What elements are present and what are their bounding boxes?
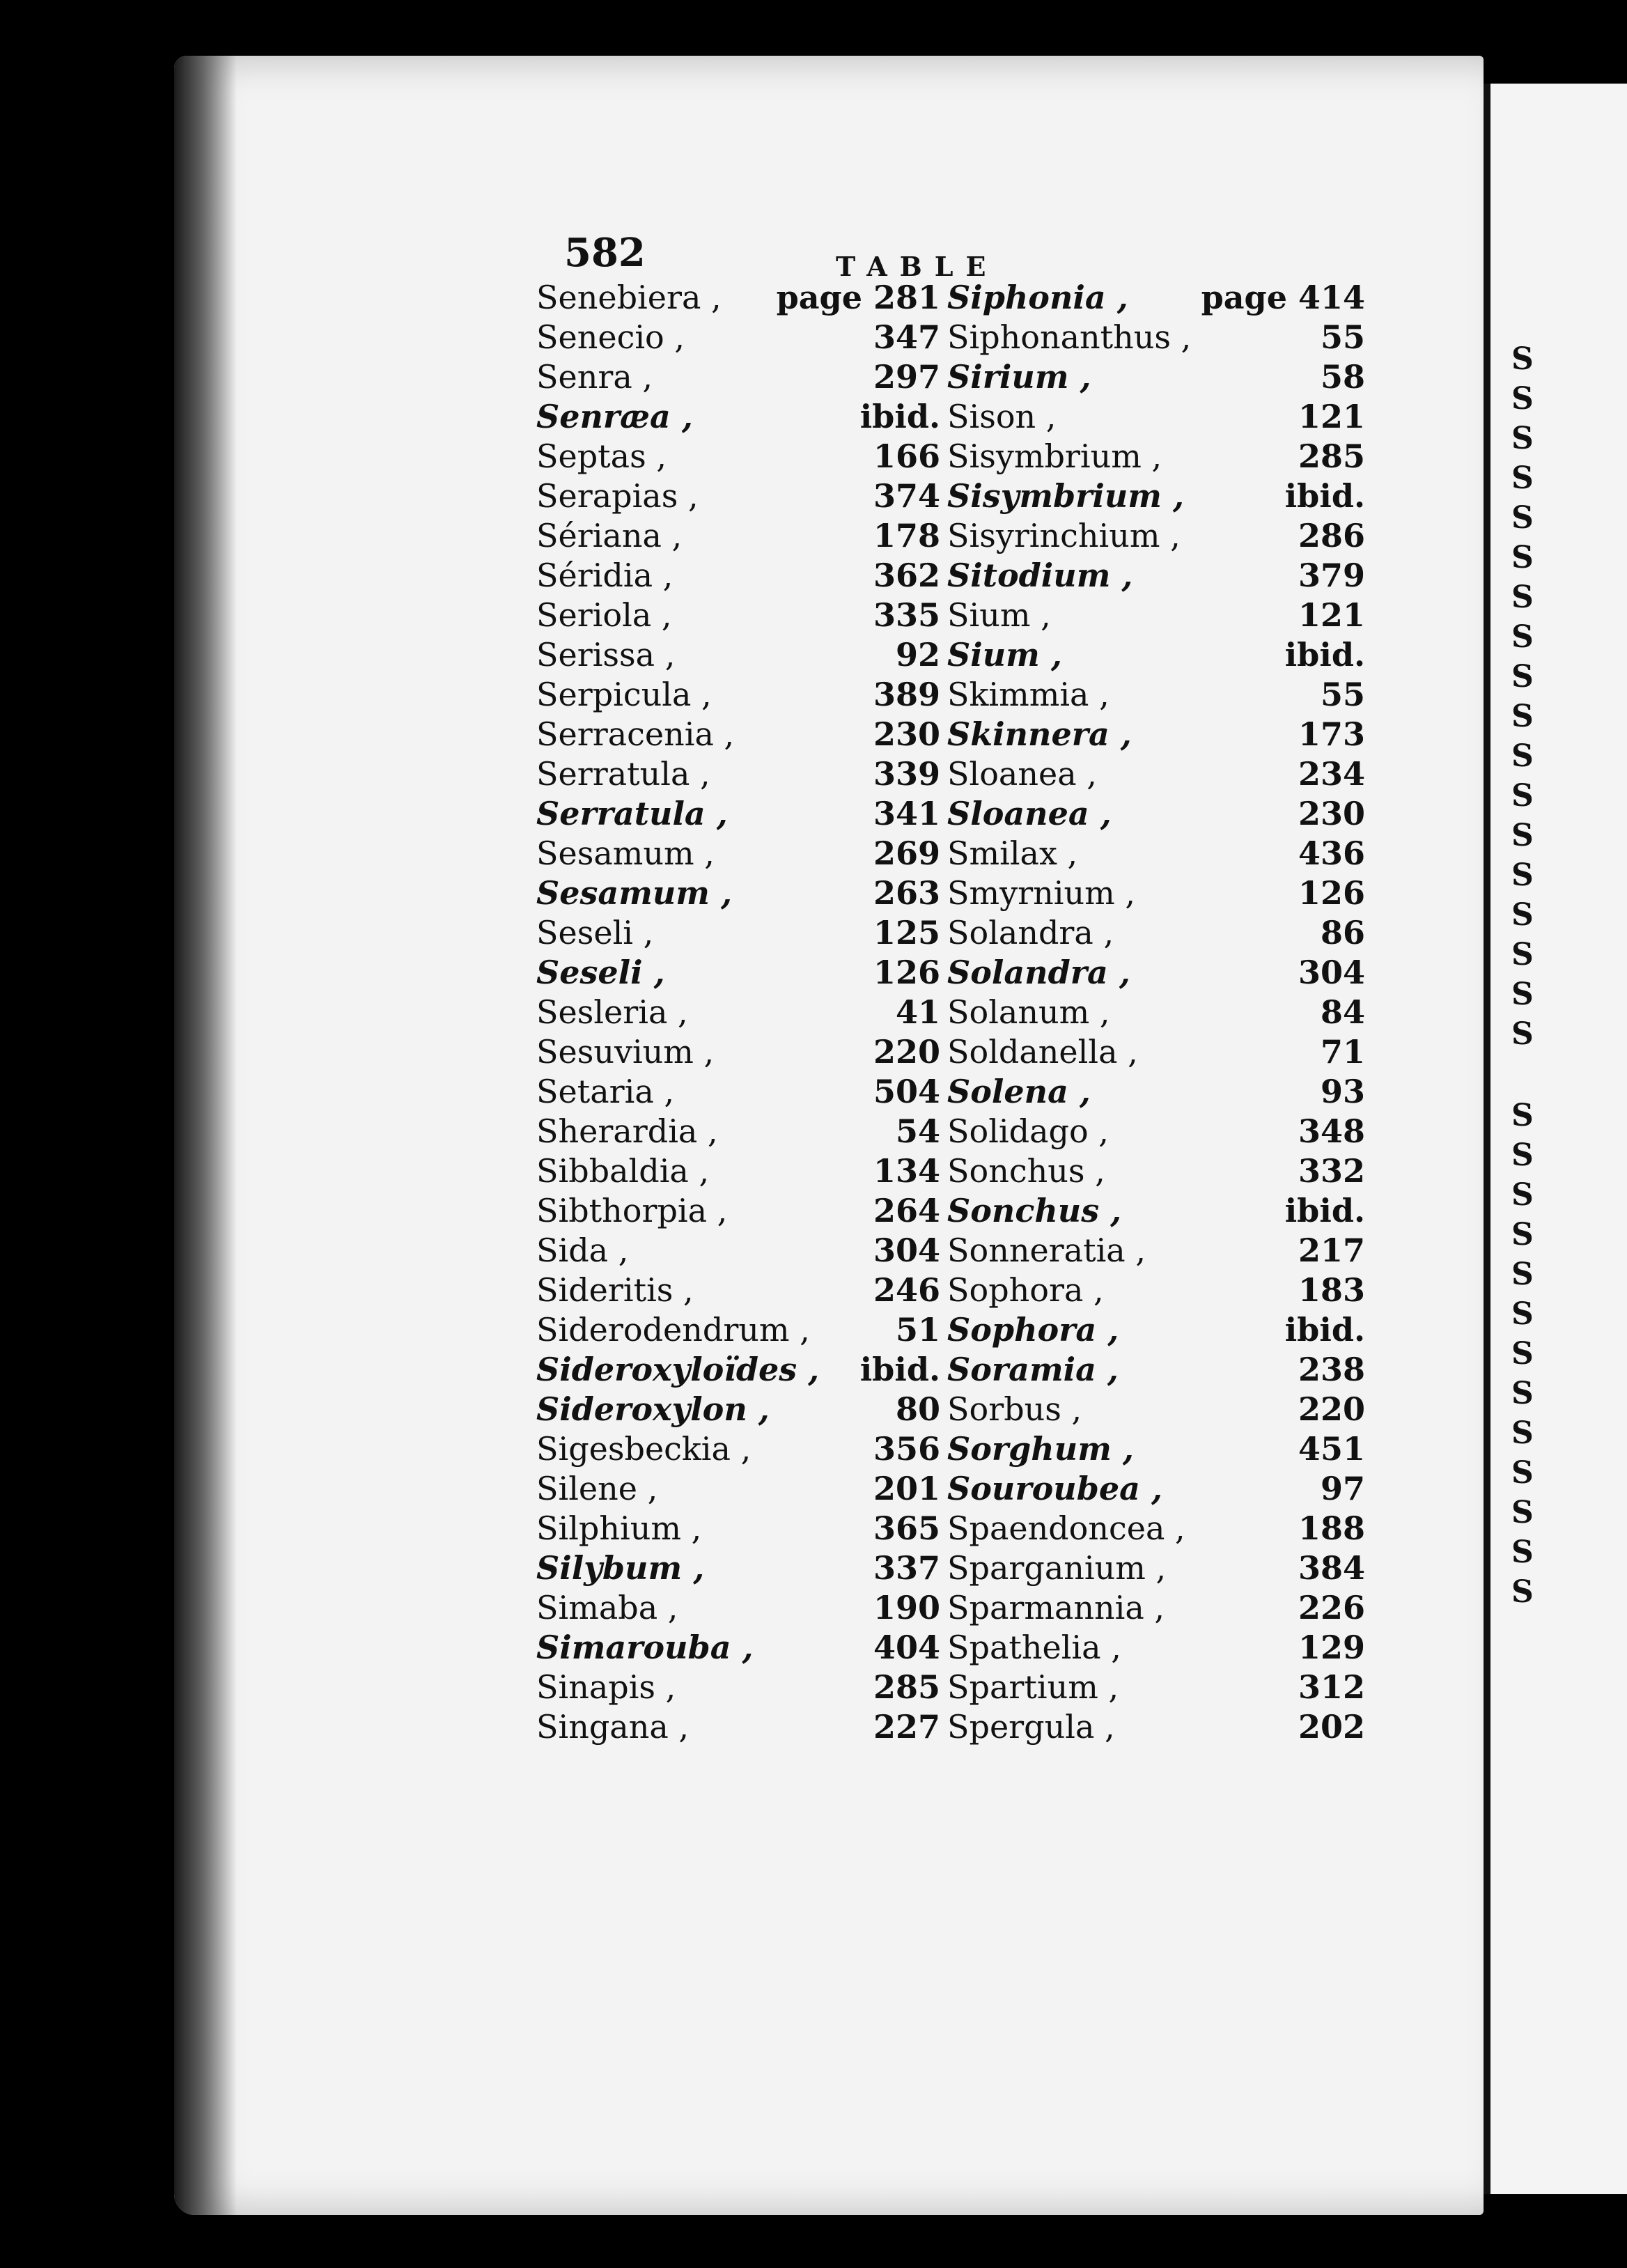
entry-term: Seseli , xyxy=(536,954,665,991)
entry-term: Sorbus , xyxy=(947,1390,1082,1428)
page-edge-shadow xyxy=(174,56,237,2215)
entry-term: Serpicula , xyxy=(536,676,712,713)
index-entry xyxy=(536,517,940,557)
entry-term: Sideritis , xyxy=(536,1271,694,1309)
index-entry xyxy=(947,1470,1365,1509)
index-entry xyxy=(947,795,1365,834)
entry-term: Sison , xyxy=(947,398,1057,435)
index-entry xyxy=(536,795,940,834)
index-entry xyxy=(947,993,1365,1033)
entry-page-ref: 97 xyxy=(1320,1470,1365,1507)
index-entry xyxy=(947,318,1365,358)
entry-page-ref: 173 xyxy=(1298,715,1365,753)
entry-page-ref: 356 xyxy=(873,1430,940,1468)
index-entry xyxy=(536,1112,940,1152)
entry-term: Serapias , xyxy=(536,477,699,515)
entry-page-ref: ibid. xyxy=(859,1351,940,1388)
entry-page-ref: 129 xyxy=(1298,1629,1365,1666)
entry-term: Siphonia , xyxy=(947,279,1128,316)
entry-term: Setaria , xyxy=(536,1073,675,1110)
entry-page-ref: 341 xyxy=(873,795,940,832)
entry-term: Silene , xyxy=(536,1470,658,1507)
entry-term: Solanum , xyxy=(947,993,1110,1031)
entry-term: Sium , xyxy=(947,596,1051,634)
entry-page-ref: page 281 xyxy=(776,279,940,316)
page-number: 582 xyxy=(564,230,646,276)
entry-page-ref: 389 xyxy=(873,676,940,713)
entry-term: Sophora , xyxy=(947,1271,1104,1309)
entry-term: Siphonanthus , xyxy=(947,318,1192,356)
entry-page-ref: 404 xyxy=(873,1629,940,1666)
entry-term: Séridia , xyxy=(536,557,674,594)
index-entry xyxy=(536,477,940,517)
facing-page-letter: S xyxy=(1511,1217,1534,1252)
entry-page-ref: 92 xyxy=(895,636,940,674)
index-entry xyxy=(947,914,1365,954)
facing-page-letter: S xyxy=(1511,1495,1534,1530)
entry-page-ref: 71 xyxy=(1320,1033,1365,1071)
index-entry xyxy=(536,358,940,398)
index-entry xyxy=(536,437,940,477)
facing-page-letter: S xyxy=(1511,857,1534,893)
index-entry xyxy=(947,755,1365,795)
facing-page-letter: S xyxy=(1511,1574,1534,1610)
entry-page-ref: 227 xyxy=(873,1708,940,1746)
index-entry xyxy=(947,557,1365,596)
entry-page-ref: 183 xyxy=(1298,1271,1365,1309)
entry-page-ref: 230 xyxy=(1298,795,1365,832)
entry-term: Serratula , xyxy=(536,795,728,832)
index-entry xyxy=(536,1629,940,1668)
entry-term: Sigesbeckia , xyxy=(536,1430,752,1468)
index-entry xyxy=(947,874,1365,914)
entry-term: Sibbaldia , xyxy=(536,1152,710,1190)
facing-page-letter: S xyxy=(1511,341,1534,377)
entry-page-ref: 384 xyxy=(1298,1549,1365,1587)
entry-term: Silybum , xyxy=(536,1549,705,1587)
entry-term: Sonneratia , xyxy=(947,1232,1146,1269)
facing-page-letter: S xyxy=(1511,1257,1534,1292)
entry-term: Solena , xyxy=(947,1073,1091,1110)
facing-page-edge xyxy=(1484,84,1627,2194)
facing-page-letter: S xyxy=(1511,977,1534,1012)
entry-page-ref: 126 xyxy=(873,954,940,991)
entry-term: Serratula , xyxy=(536,755,710,793)
facing-page-letter: S xyxy=(1511,580,1534,615)
index-entry xyxy=(947,1112,1365,1152)
entry-page-ref: 504 xyxy=(873,1073,940,1110)
entry-term: Silphium , xyxy=(536,1509,702,1547)
index-entry xyxy=(536,834,940,874)
facing-page-letter: S xyxy=(1511,738,1534,774)
entry-page-ref: 188 xyxy=(1298,1509,1365,1547)
index-entry xyxy=(536,1549,940,1589)
index-entry xyxy=(947,1073,1365,1112)
entry-page-ref: 264 xyxy=(873,1192,940,1229)
facing-page-letter: S xyxy=(1511,778,1534,814)
entry-term: Sparganium , xyxy=(947,1549,1167,1587)
entry-page-ref: 246 xyxy=(873,1271,940,1309)
facing-page-letter: S xyxy=(1511,381,1534,417)
entry-term: Solandra , xyxy=(947,954,1130,991)
index-entry xyxy=(947,636,1365,676)
index-entry xyxy=(947,398,1365,437)
entry-page-ref: 134 xyxy=(873,1152,940,1190)
facing-page-letter: S xyxy=(1511,460,1534,496)
entry-term: Sisymbrium , xyxy=(947,437,1162,475)
entry-page-ref: ibid. xyxy=(1284,477,1365,515)
facing-page-letter: S xyxy=(1511,1177,1534,1213)
entry-page-ref: 93 xyxy=(1320,1073,1365,1110)
entry-term: Senræa , xyxy=(536,398,693,435)
entry-page-ref: 51 xyxy=(895,1311,940,1349)
entry-term: Sium , xyxy=(947,636,1062,674)
entry-term: Sibthorpia , xyxy=(536,1192,728,1229)
entry-term: Sparmannia , xyxy=(947,1589,1165,1626)
index-entry xyxy=(947,1708,1365,1748)
entry-term: Septas , xyxy=(536,437,667,475)
facing-page-letter: S xyxy=(1511,421,1534,456)
index-entry xyxy=(947,1311,1365,1351)
entry-term: Skimmia , xyxy=(947,676,1110,713)
index-entry xyxy=(536,1033,940,1073)
index-entry xyxy=(947,1668,1365,1708)
entry-term: Sériana , xyxy=(536,517,683,554)
page-header xyxy=(564,230,1358,286)
index-entry xyxy=(536,715,940,755)
entry-page-ref: 55 xyxy=(1320,318,1365,356)
entry-page-ref: page 414 xyxy=(1201,279,1365,316)
facing-page-letter: S xyxy=(1511,1455,1534,1491)
entry-page-ref: 121 xyxy=(1298,398,1365,435)
entry-page-ref: 126 xyxy=(1298,874,1365,912)
entry-term: Skinnera , xyxy=(947,715,1132,753)
facing-page-letter: S xyxy=(1511,500,1534,536)
entry-term: Simaba , xyxy=(536,1589,678,1626)
entry-term: Serissa , xyxy=(536,636,676,674)
entry-term: Spartium , xyxy=(947,1668,1119,1706)
index-entry xyxy=(947,1430,1365,1470)
entry-term: Sesleria , xyxy=(536,993,688,1031)
entry-page-ref: 339 xyxy=(873,755,940,793)
index-entry xyxy=(947,676,1365,715)
entry-term: Sophora , xyxy=(947,1311,1119,1349)
entry-page-ref: 54 xyxy=(895,1112,940,1150)
entry-page-ref: 121 xyxy=(1298,596,1365,634)
index-entry xyxy=(536,1430,940,1470)
facing-page-letter: S xyxy=(1511,1296,1534,1332)
index-column-left xyxy=(536,279,940,1748)
entry-page-ref: 285 xyxy=(1298,437,1365,475)
entry-term: Seseli , xyxy=(536,914,654,952)
entry-page-ref: 335 xyxy=(873,596,940,634)
index-entry xyxy=(947,954,1365,993)
entry-term: Souroubea , xyxy=(947,1470,1162,1507)
entry-term: Sinapis , xyxy=(536,1668,676,1706)
facing-page-letter: S xyxy=(1511,540,1534,575)
entry-term: Sorghum , xyxy=(947,1430,1134,1468)
index-column-right xyxy=(947,279,1365,1748)
entry-page-ref: 125 xyxy=(873,914,940,952)
index-entry xyxy=(947,834,1365,874)
entry-term: Simarouba , xyxy=(536,1629,754,1666)
index-entry xyxy=(947,1549,1365,1589)
facing-page-letter: S xyxy=(1511,1016,1534,1052)
entry-page-ref: 226 xyxy=(1298,1589,1365,1626)
index-entry xyxy=(536,755,940,795)
entry-page-ref: 55 xyxy=(1320,676,1365,713)
index-entry xyxy=(536,914,940,954)
index-entry xyxy=(947,279,1365,318)
index-entry xyxy=(536,874,940,914)
entry-page-ref: 332 xyxy=(1298,1152,1365,1190)
entry-page-ref: 374 xyxy=(873,477,940,515)
entry-page-ref: ibid. xyxy=(1284,636,1365,674)
facing-page-letter: S xyxy=(1511,897,1534,933)
index-entry xyxy=(536,398,940,437)
entry-page-ref: 80 xyxy=(895,1390,940,1428)
entry-page-ref: 41 xyxy=(895,993,940,1031)
index-entry xyxy=(536,1311,940,1351)
index-entry xyxy=(947,1390,1365,1430)
entry-page-ref: 285 xyxy=(873,1668,940,1706)
entry-term: Sideroxylon , xyxy=(536,1390,770,1428)
index-entry xyxy=(536,279,940,318)
index-entry xyxy=(536,1073,940,1112)
entry-term: Sida , xyxy=(536,1232,629,1269)
index-entry xyxy=(536,1232,940,1271)
index-entry xyxy=(536,954,940,993)
entry-term: Sloanea , xyxy=(947,795,1112,832)
index-entry xyxy=(536,1509,940,1549)
entry-term: Sloanea , xyxy=(947,755,1097,793)
entry-term: Soramia , xyxy=(947,1351,1119,1388)
entry-term: Sirium , xyxy=(947,358,1091,396)
entry-term: Singana , xyxy=(536,1708,690,1746)
entry-page-ref: 190 xyxy=(873,1589,940,1626)
entry-page-ref: 86 xyxy=(1320,914,1365,952)
index-entry xyxy=(536,1708,940,1748)
entry-term: Sisymbrium , xyxy=(947,477,1185,515)
index-entry xyxy=(947,715,1365,755)
index-entry xyxy=(536,993,940,1033)
entry-term: Solidago , xyxy=(947,1112,1109,1150)
index-entry xyxy=(947,1152,1365,1192)
entry-page-ref: 166 xyxy=(873,437,940,475)
entry-page-ref: ibid. xyxy=(1284,1192,1365,1229)
entry-page-ref: 297 xyxy=(873,358,940,396)
index-entry xyxy=(947,358,1365,398)
facing-page-letter: S xyxy=(1511,818,1534,853)
facing-page-letter: S xyxy=(1511,699,1534,734)
entry-term: Senebiera , xyxy=(536,279,722,316)
entry-term: Sesamum , xyxy=(536,834,715,872)
entry-term: Spathelia , xyxy=(947,1629,1121,1666)
entry-page-ref: 230 xyxy=(873,715,940,753)
entry-page-ref: ibid. xyxy=(859,398,940,435)
entry-term: Smyrnium , xyxy=(947,874,1135,912)
entry-page-ref: 202 xyxy=(1298,1708,1365,1746)
entry-term: Senra , xyxy=(536,358,653,396)
entry-term: Seriola , xyxy=(536,596,672,634)
entry-page-ref: 379 xyxy=(1298,557,1365,594)
entry-page-ref: 217 xyxy=(1298,1232,1365,1269)
entry-term: Sisyrinchium , xyxy=(947,517,1181,554)
facing-page-letter: S xyxy=(1511,937,1534,972)
entry-term: Serracenia , xyxy=(536,715,735,753)
entry-page-ref: 304 xyxy=(1298,954,1365,991)
entry-term: Sonchus , xyxy=(947,1192,1122,1229)
index-entry xyxy=(947,1033,1365,1073)
index-entry xyxy=(947,1629,1365,1668)
index-entry xyxy=(536,557,940,596)
entry-term: Siderodendrum , xyxy=(536,1311,810,1349)
entry-page-ref: ibid. xyxy=(1284,1311,1365,1349)
index-entry xyxy=(536,1390,940,1430)
index-entry xyxy=(536,596,940,636)
index-entry xyxy=(947,477,1365,517)
entry-page-ref: 220 xyxy=(873,1033,940,1071)
index-entry xyxy=(947,1351,1365,1390)
running-title: TABLE xyxy=(836,251,999,282)
entry-term: Soldanella , xyxy=(947,1033,1138,1071)
index-entry xyxy=(536,1351,940,1390)
entry-term: Sonchus , xyxy=(947,1152,1105,1190)
index-entry xyxy=(536,1192,940,1232)
facing-page-letter: S xyxy=(1511,1336,1534,1372)
entry-page-ref: 84 xyxy=(1320,993,1365,1031)
entry-page-ref: 312 xyxy=(1298,1668,1365,1706)
entry-term: Senecio , xyxy=(536,318,685,356)
facing-page-letter: S xyxy=(1511,1137,1534,1173)
entry-page-ref: 362 xyxy=(873,557,940,594)
entry-page-ref: 451 xyxy=(1298,1430,1365,1468)
entry-page-ref: 234 xyxy=(1298,755,1365,793)
entry-page-ref: 263 xyxy=(873,874,940,912)
entry-term: Spaendoncea , xyxy=(947,1509,1185,1547)
entry-page-ref: 365 xyxy=(873,1509,940,1547)
index-entry xyxy=(536,1470,940,1509)
entry-term: Smilax , xyxy=(947,834,1078,872)
index-entry xyxy=(947,437,1365,477)
entry-term: Sesamum , xyxy=(536,874,733,912)
index-entry xyxy=(947,1192,1365,1232)
facing-page-letter: S xyxy=(1511,1535,1534,1570)
entry-page-ref: 220 xyxy=(1298,1390,1365,1428)
facing-page-letter: S xyxy=(1511,1098,1534,1133)
entry-term: Spergula , xyxy=(947,1708,1115,1746)
entry-page-ref: 269 xyxy=(873,834,940,872)
index-entry xyxy=(536,676,940,715)
index-entry xyxy=(947,1271,1365,1311)
entry-page-ref: 201 xyxy=(873,1470,940,1507)
entry-term: Sherardia , xyxy=(536,1112,718,1150)
entry-page-ref: 337 xyxy=(873,1549,940,1587)
entry-page-ref: 238 xyxy=(1298,1351,1365,1388)
entry-page-ref: 178 xyxy=(873,517,940,554)
entry-page-ref: 286 xyxy=(1298,517,1365,554)
facing-page-letter: S xyxy=(1511,1376,1534,1411)
entry-term: Sideroxyloïdes , xyxy=(536,1351,820,1388)
index-entry xyxy=(947,1589,1365,1629)
entry-page-ref: 304 xyxy=(873,1232,940,1269)
entry-page-ref: 436 xyxy=(1298,834,1365,872)
entry-page-ref: 348 xyxy=(1298,1112,1365,1150)
index-entry xyxy=(947,1509,1365,1549)
facing-page-letter: S xyxy=(1511,659,1534,694)
entry-page-ref: 347 xyxy=(873,318,940,356)
index-entry xyxy=(536,636,940,676)
facing-page-letter: S xyxy=(1511,619,1534,655)
entry-page-ref: 58 xyxy=(1320,358,1365,396)
index-entry xyxy=(536,1668,940,1708)
entry-term: Sesuvium , xyxy=(536,1033,715,1071)
entry-term: Sitodium , xyxy=(947,557,1133,594)
index-entry xyxy=(536,1271,940,1311)
facing-page-letter: S xyxy=(1511,1415,1534,1451)
index-entry xyxy=(536,318,940,358)
index-entry xyxy=(947,1232,1365,1271)
index-entry xyxy=(947,517,1365,557)
index-entry xyxy=(947,596,1365,636)
index-entry xyxy=(536,1152,940,1192)
index-entry xyxy=(536,1589,940,1629)
entry-term: Solandra , xyxy=(947,914,1114,952)
